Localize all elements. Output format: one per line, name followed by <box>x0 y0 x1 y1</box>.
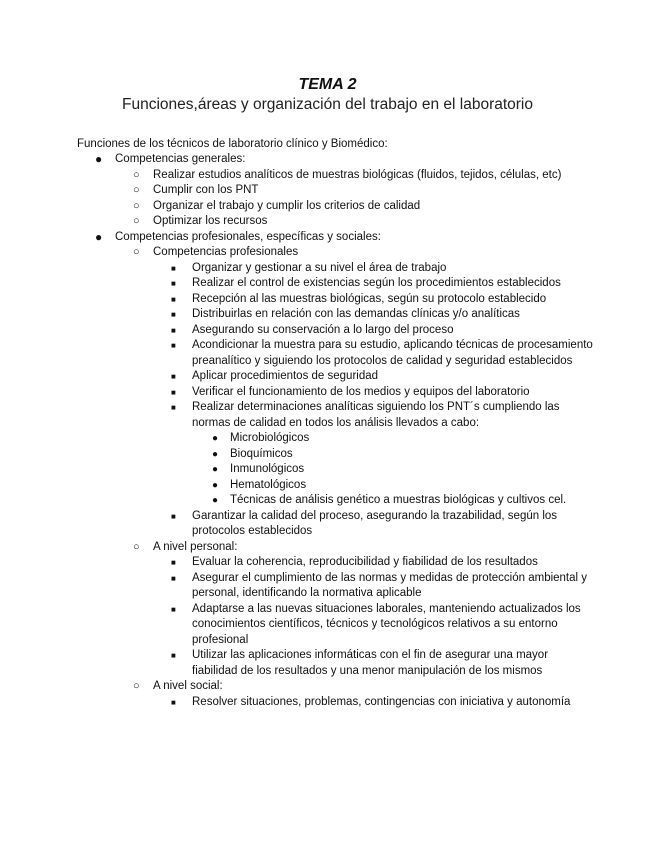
bullet-icon: ■ <box>171 263 176 273</box>
list-item-text: Garantizar la calidad del proceso, asegurando la trazabilidad, según los protocolos establecidos <box>192 509 558 537</box>
list-item <box>0 571 655 602</box>
bullet-icon: ○ <box>133 215 140 227</box>
list-item <box>0 292 655 308</box>
list-item <box>0 168 655 184</box>
list-item <box>0 307 655 323</box>
list-item <box>0 323 655 339</box>
outline-level-3 <box>0 555 655 679</box>
list-item-text: Realizar el control de existencias según los procedimientos establecidos <box>192 277 561 289</box>
list-item-text: A nivel social: <box>153 680 223 692</box>
bullet-icon: ○ <box>133 246 140 258</box>
bullet-icon: ○ <box>133 199 140 212</box>
list-item <box>0 385 655 401</box>
list-item-text: Distribuirlas en relación con las demandas clínicas y/o analíticas <box>192 308 520 320</box>
bullet-icon: ■ <box>171 573 176 583</box>
list-item <box>0 276 655 292</box>
outline-level-1 <box>0 152 655 710</box>
list-item-text: A nivel personal: <box>153 540 238 553</box>
bullet-icon: ● <box>95 152 103 166</box>
list-item-text: Organizar el trabajo y cumplir los criterios de calidad <box>153 199 421 212</box>
list-item-text: Inmunológicos <box>230 463 305 475</box>
bullet-icon: ■ <box>171 604 176 614</box>
list-item <box>0 183 655 199</box>
list-item <box>0 478 655 494</box>
bullet-icon: ■ <box>171 294 176 304</box>
list-item-text: Cumplir con los PNT <box>153 184 259 196</box>
list-item-text: Evaluar la coherencia, reproducibilidad y fiabilidad de los resultados <box>192 556 538 568</box>
list-item <box>0 152 655 168</box>
outline-level-2 <box>0 245 655 710</box>
list-item-text: Optimizar los recursos <box>153 215 268 227</box>
list-item-text: Realizar estudios analíticos de muestras biológicas (fluidos, tejidos, células, etc) <box>153 168 562 181</box>
list-item <box>0 447 655 463</box>
bullet-icon: ● <box>212 464 219 475</box>
list-item <box>0 648 655 679</box>
bullet-icon: ■ <box>171 511 176 521</box>
list-item-text: Competencias profesionales, específicas y sociales: <box>115 230 381 243</box>
list-item-text: Adaptarse a las nuevas situaciones laborales, manteniendo actualizados los conocimientos científicos, técnicos y tecnológicos relativos a su entorno profesional <box>192 602 581 646</box>
list-item <box>0 462 655 478</box>
list-item <box>0 509 655 540</box>
bullet-icon: ■ <box>171 558 176 567</box>
bullet-icon: ■ <box>171 279 176 288</box>
outline-level-2 <box>0 168 655 230</box>
bullet-icon: ● <box>212 433 219 444</box>
list-item <box>0 540 655 556</box>
list-item-text: Competencias profesionales <box>153 246 299 258</box>
outline-level-3 <box>0 261 655 540</box>
bullet-icon: ■ <box>171 403 176 412</box>
list-item-text: Microbiológicos <box>230 432 310 444</box>
list-item-text: Asegurar el cumplimiento de las normas y medidas de protección ambiental y personal, identificando la normativa aplicable <box>192 571 588 599</box>
list-item-text: Organizar y gestionar a su nivel el área de trabajo <box>192 261 447 274</box>
bullet-icon: ■ <box>171 372 176 381</box>
list-item-text: Resolver situaciones, problemas, contingencias con iniciativa y autonomía <box>192 695 571 708</box>
list-item-text: Aplicar procedimientos de seguridad <box>192 370 379 382</box>
outline-level-4 <box>0 431 655 509</box>
list-item-text: Bioquímicos <box>230 447 293 460</box>
bullet-icon: ● <box>95 229 103 244</box>
document-title: TEMA 2 <box>298 76 357 93</box>
bullet-icon: ■ <box>171 325 176 335</box>
list-item <box>0 261 655 277</box>
list-item-text: Realizar determinaciones analíticas siguiendo los PNT´s cumpliendo las normas de calidad en todos los análisis llevados a cabo: <box>192 401 560 429</box>
list-item <box>0 679 655 695</box>
document-subtitle: Funciones,áreas y organización del trabajo en el laboratorio <box>122 96 533 113</box>
list-item <box>0 245 655 261</box>
list-item <box>0 230 655 246</box>
bullet-icon: ■ <box>171 341 176 350</box>
list-item <box>0 695 655 711</box>
list-item <box>0 199 655 215</box>
list-item-text: Técnicas de análisis genético a muestras biológicas y cultivos cel. <box>230 494 567 506</box>
list-item <box>0 214 655 230</box>
bullet-icon: ■ <box>171 310 176 319</box>
intro-line: Funciones de los técnicos de laboratorio clínico y Biomédico: <box>77 138 388 150</box>
bullet-icon: ○ <box>133 184 140 196</box>
outline-level-3 <box>0 695 655 711</box>
list-item-text: Recepción al las muestras biológicas, según su protocolo establecido <box>192 292 547 305</box>
bullet-icon: ■ <box>171 651 176 660</box>
list-item-text: Competencias generales: <box>115 153 246 165</box>
bullet-icon: ● <box>212 448 219 460</box>
list-item <box>0 493 655 509</box>
list-item <box>0 369 655 385</box>
list-item <box>0 400 655 431</box>
bullet-icon: ■ <box>171 697 176 707</box>
bullet-icon: ○ <box>133 680 140 692</box>
list-item-text: Verificar el funcionamiento de los medios y equipos del laboratorio <box>192 385 530 398</box>
bullet-icon: ● <box>212 495 219 506</box>
list-item <box>0 431 655 447</box>
list-item <box>0 338 655 369</box>
list-item <box>0 602 655 649</box>
list-item-text: Acondicionar la muestra para su estudio, aplicando técnicas de procesamiento preanalítico y siguiendo los protocolos de calidad y seguridad establecidos <box>192 339 593 367</box>
bullet-icon: ○ <box>133 540 140 553</box>
outline-list <box>0 152 655 710</box>
bullet-icon: ● <box>212 479 219 491</box>
bullet-icon: ○ <box>133 168 140 181</box>
list-item-text: Hematológicos <box>230 478 307 491</box>
list-item-text: Utilizar las aplicaciones informáticas con el fin de asegurar una mayor fiabilidad de los resultados y una menor manipulación de los mismos <box>192 649 549 677</box>
bullet-icon: ■ <box>171 387 176 397</box>
list-item-text: Asegurando su conservación a lo largo del proceso <box>192 323 454 336</box>
list-item <box>0 555 655 571</box>
